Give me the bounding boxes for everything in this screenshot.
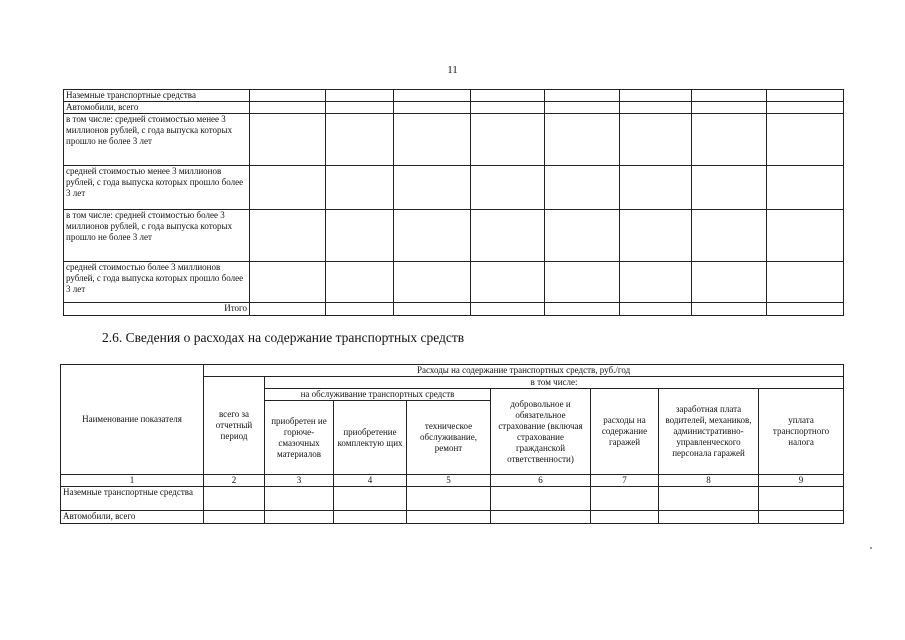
cell (471, 210, 545, 262)
column-number: 9 (759, 475, 844, 487)
cell (471, 90, 545, 102)
column-number: 4 (334, 475, 407, 487)
table-row (64, 166, 844, 210)
cell (767, 303, 844, 316)
column-number: 2 (204, 475, 265, 487)
cell (394, 90, 471, 102)
cell (767, 210, 844, 262)
table-row (64, 262, 844, 303)
cell (767, 166, 844, 210)
cell (326, 166, 394, 210)
column-number: 1 (61, 475, 204, 487)
cell (491, 511, 591, 524)
row-label: Наземные транспортные средства (61, 487, 204, 511)
cell (250, 90, 326, 102)
cell (692, 102, 767, 114)
cell (545, 114, 620, 166)
cell (767, 102, 844, 114)
header-salary: заработная плата водителей, механиков, административно-управленческого персонала гаражей (659, 389, 759, 475)
header-service: на обслуживание транспортных средств (265, 389, 491, 401)
vehicles-table (63, 89, 844, 316)
page-number: 11 (447, 64, 458, 76)
cell (659, 487, 759, 511)
cell (394, 166, 471, 210)
header-fuel: приобретен ие горюче-смазочных материалов (265, 401, 334, 475)
cell (250, 303, 326, 316)
cell (620, 114, 692, 166)
cell (326, 262, 394, 303)
column-number: 6 (491, 475, 591, 487)
cell (250, 114, 326, 166)
cell (250, 166, 326, 210)
cell (620, 90, 692, 102)
cell (394, 303, 471, 316)
header-main: Расходы на содержание транспортных средств, руб./год (204, 365, 844, 377)
header-insurance: добровольное и обязательное страхование (включая страхование гражданской ответственности) (491, 389, 591, 475)
header-tax: уплата транспортного налога (759, 389, 844, 475)
cell (545, 262, 620, 303)
scan-speck (870, 547, 872, 549)
cell (250, 210, 326, 262)
column-number: 3 (265, 475, 334, 487)
cell (591, 511, 659, 524)
cell (767, 114, 844, 166)
cell (407, 487, 491, 511)
header-row (61, 365, 844, 377)
cell (659, 511, 759, 524)
cell (692, 262, 767, 303)
cell (692, 210, 767, 262)
cell (620, 262, 692, 303)
header-parts: приобретение комплектую щих (334, 401, 407, 475)
cell (545, 210, 620, 262)
header-total: всего за отчетный период (204, 377, 265, 475)
cell (620, 303, 692, 316)
cell (326, 210, 394, 262)
cell (394, 114, 471, 166)
cell (591, 487, 659, 511)
cell (545, 102, 620, 114)
table-row (61, 511, 844, 524)
header-garage: расходы на содержание гаражей (591, 389, 659, 475)
cell (326, 114, 394, 166)
cell (545, 90, 620, 102)
cell (620, 210, 692, 262)
cell (394, 262, 471, 303)
row-label: Автомобили, всего (61, 511, 204, 524)
cell (250, 262, 326, 303)
column-number: 7 (591, 475, 659, 487)
header-name: Наименование показателя (61, 365, 204, 475)
cell (692, 90, 767, 102)
cell (250, 102, 326, 114)
cell (692, 166, 767, 210)
cell (394, 102, 471, 114)
cell (204, 487, 265, 511)
cell (471, 102, 545, 114)
column-number: 8 (659, 475, 759, 487)
table-row (64, 303, 844, 316)
row-label: Автомобили, всего (64, 102, 250, 114)
cell (326, 102, 394, 114)
cell (334, 511, 407, 524)
cell (545, 166, 620, 210)
table-row (64, 210, 844, 262)
cell (759, 511, 844, 524)
number-row (61, 475, 844, 487)
header-incl: в том числе: (265, 377, 844, 389)
row-label: в том числе: средней стоимостью более 3 миллионов рублей, с года выпуска которых прошло не более 3 лет (64, 210, 250, 262)
cell (265, 511, 334, 524)
row-label: средней стоимостью менее 3 миллионов рублей, с года выпуска которых прошло более 3 лет (64, 166, 250, 210)
column-number: 5 (407, 475, 491, 487)
cell (767, 262, 844, 303)
cell (759, 487, 844, 511)
cell (394, 210, 471, 262)
table-row (61, 487, 844, 511)
cell (620, 166, 692, 210)
cell (204, 511, 265, 524)
cell (545, 303, 620, 316)
cell (620, 102, 692, 114)
section-title: 2.6. Сведения о расходах на содержание транспортных средств (102, 330, 465, 345)
row-label: Наземные транспортные средства (64, 90, 250, 102)
table-row (64, 102, 844, 114)
cell (471, 166, 545, 210)
cell (471, 262, 545, 303)
cell (326, 90, 394, 102)
row-label-total: Итого (64, 303, 250, 316)
cell (265, 487, 334, 511)
cell (334, 487, 407, 511)
header-maint: техническое обслуживание, ремонт (407, 401, 491, 475)
cell (471, 114, 545, 166)
table-row (64, 90, 844, 102)
row-label: в том числе: средней стоимостью менее 3 миллионов рублей, с года выпуска которых прошло не более 3 лет (64, 114, 250, 166)
cell (491, 487, 591, 511)
cell (767, 90, 844, 102)
cell (326, 303, 394, 316)
row-label: средней стоимостью более 3 миллионов рублей, с года выпуска которых прошло более 3 лет (64, 262, 250, 303)
cell (692, 303, 767, 316)
expenses-table (60, 364, 844, 524)
cell (692, 114, 767, 166)
table-row (64, 114, 844, 166)
cell (471, 303, 545, 316)
cell (407, 511, 491, 524)
